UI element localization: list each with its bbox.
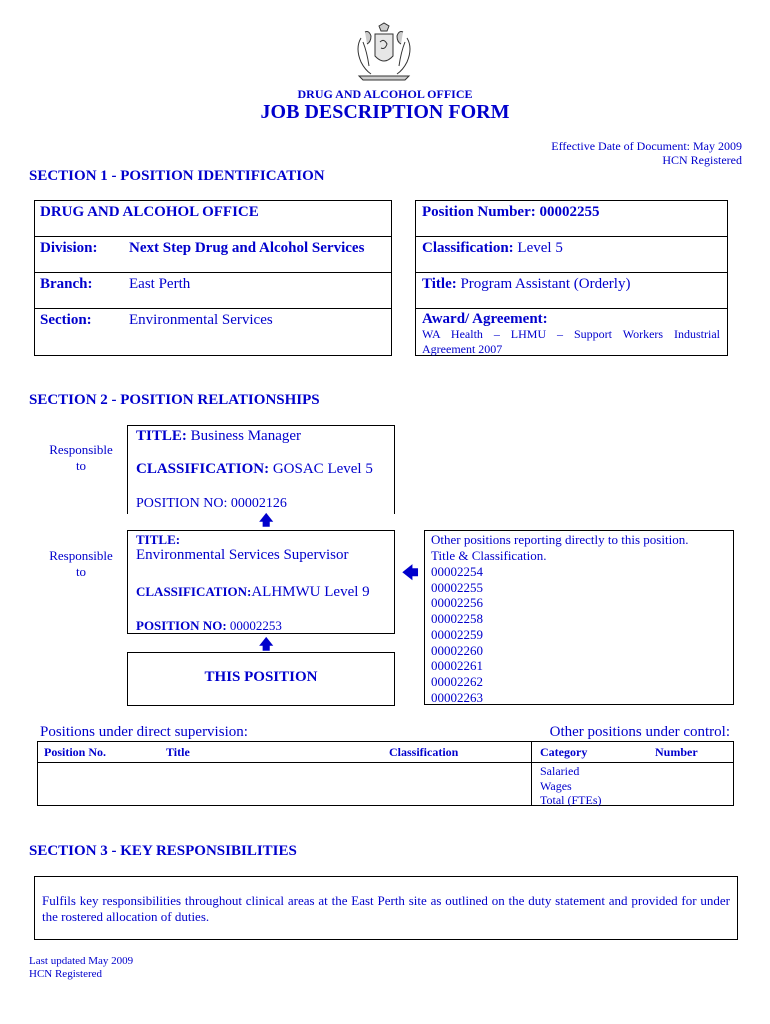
supervisor-title-value: Environmental Services Supervisor (136, 547, 349, 563)
under-direct-supervision: Positions under direct supervision: (40, 724, 248, 740)
list-item: 00002254 (431, 564, 483, 579)
col-position-no: Position No. (44, 745, 107, 759)
responsible-to-1: Responsible to (49, 442, 113, 473)
section3-heading: SECTION 3 - KEY RESPONSIBILITIES (29, 843, 297, 859)
page-title: JOB DESCRIPTION FORM (260, 101, 510, 123)
footer-updated: Last updated May 2009 (29, 955, 134, 967)
category-list (540, 764, 601, 808)
list-item: Wages (540, 778, 572, 793)
manager-class-value: GOSAC Level 5 (269, 461, 373, 477)
col-number: Number (655, 745, 698, 759)
section1-heading: SECTION 1 - POSITION IDENTIFICATION (29, 168, 325, 184)
footer-registered: HCN Registered (29, 968, 103, 980)
classification (422, 240, 563, 257)
list-item: 00002255 (431, 579, 483, 595)
manager-position-no: POSITION NO: 00002126 (136, 496, 287, 511)
up-arrow-icon: 🡅 (259, 637, 274, 653)
position-title (422, 276, 630, 293)
list-item: 00002263 (431, 689, 483, 705)
supervisor-class-value: ALHMWU Level 9 (251, 584, 370, 600)
manager-classification (136, 461, 373, 478)
section-value: Environmental Services (129, 312, 273, 328)
effective-date: Effective Date of Document: May 2009 (551, 139, 742, 153)
division-value: Next Step Drug and Alcohol Services (129, 240, 365, 256)
col-category: Category (540, 745, 588, 759)
list-item: 00002261 (431, 658, 483, 674)
list-item: 00002259 (431, 626, 483, 642)
supervisor-classification (136, 584, 370, 601)
supervisor-title-label: TITLE: (136, 532, 181, 547)
list-item: 00002256 (431, 595, 483, 611)
title-value: Program Assistant (Orderly) (456, 276, 631, 292)
list-item: 00002262 (431, 673, 483, 689)
wa-coat-of-arms-icon (351, 22, 417, 84)
branch-value: East Perth (129, 276, 191, 292)
manager-class-label: CLASSIFICATION: (136, 461, 270, 477)
award-value: WA Health – LHMU – Support Workers Industrial Agreement 2007 (422, 327, 720, 356)
other-positions-sub: Title & Classification. (431, 548, 547, 563)
col-classification: Classification (389, 745, 459, 759)
col-title: Title (166, 745, 190, 759)
this-position-label: THIS POSITION (204, 669, 318, 685)
supervision-table (37, 741, 734, 806)
division-label: Division: (40, 240, 98, 256)
under-control: Other positions under control: (549, 724, 730, 740)
section2-heading: SECTION 2 - POSITION RELATIONSHIPS (29, 392, 320, 408)
supervisor-position-no (136, 618, 282, 634)
list-item: Total (FTEs) (540, 793, 602, 807)
key-responsibilities-text: Fulfils key responsibilities throughout clinical areas at the East Perth site as outlined on the duty statement and provided for under the rostered allocation of duties. (42, 893, 730, 924)
org-name: DRUG AND ALCOHOL OFFICE (297, 87, 473, 101)
footer (29, 955, 133, 981)
manager-title (136, 428, 301, 445)
supervisor-posno-label: POSITION NO: (136, 618, 227, 633)
classification-value: Level 5 (513, 240, 563, 256)
left-arrow-icon: 🡄 (402, 563, 419, 582)
list-item: 00002260 (431, 642, 483, 658)
other-positions-heading: Other positions reporting directly to this position. (431, 532, 689, 547)
list-item: Salaried (540, 764, 580, 778)
hcn-registered: HCN Registered (662, 153, 742, 167)
other-positions-list (431, 564, 483, 705)
manager-title-value: Business Manager (186, 428, 302, 444)
section-label: Section: (40, 312, 92, 328)
supervisor-class-label: CLASSIFICATION: (136, 584, 252, 599)
list-item: 00002258 (431, 611, 483, 627)
branch-label: Branch: (40, 276, 93, 292)
office-name: DRUG AND ALCOHOL OFFICE (40, 204, 259, 220)
classification-label: Classification: (422, 240, 514, 256)
up-arrow-icon: 🡅 (259, 513, 274, 529)
award-label: Award/ Agreement: (422, 311, 548, 327)
position-number: Position Number: 00002255 (422, 204, 600, 220)
manager-title-label: TITLE: (136, 428, 187, 444)
responsible-to-2: Responsible to (49, 548, 113, 579)
title-label: Title: (422, 276, 457, 292)
supervisor-posno-value: 00002253 (226, 618, 282, 633)
